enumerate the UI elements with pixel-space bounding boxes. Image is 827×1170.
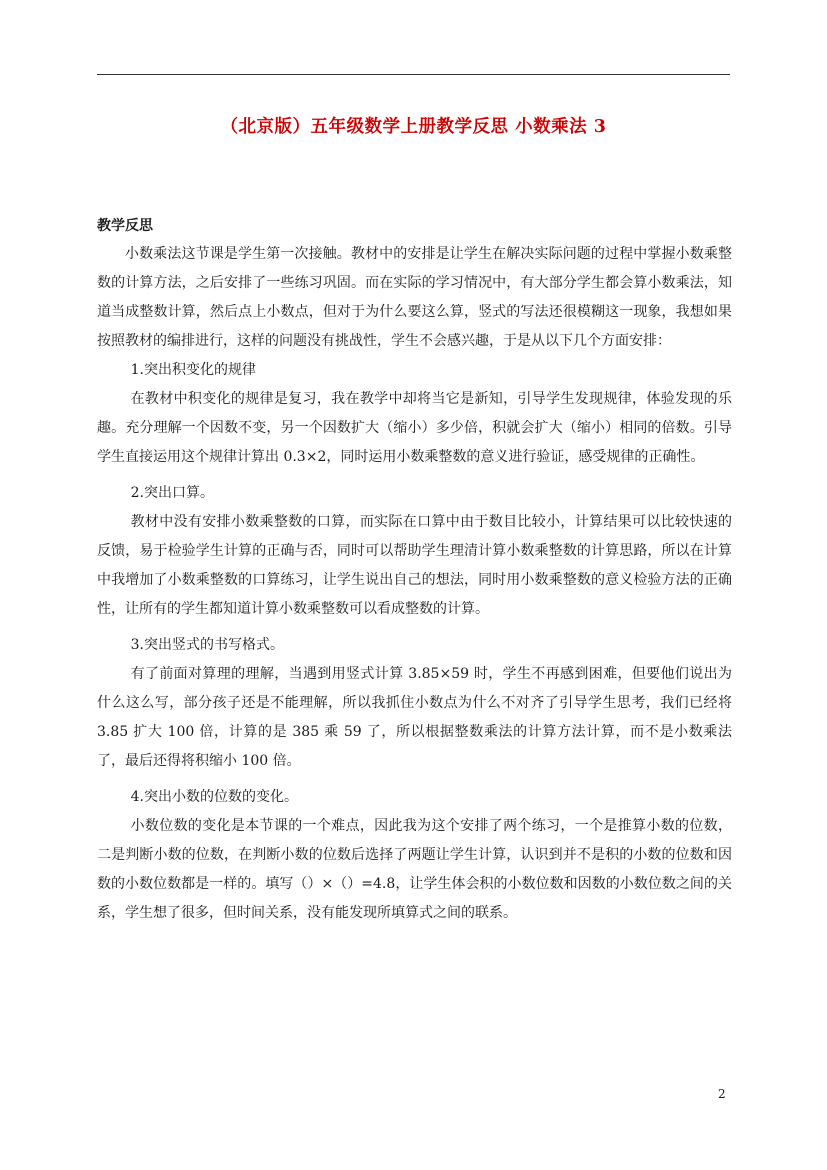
paragraph-point-1: 在教材中积变化的规律是复习，我在教学中却将当它是新知，引导学生发现规律，体验发现的乐趣。充分理解一个因数不变，另一个因数扩大（缩小）多少倍，积就会扩大（缩小）相同的倍数。引导学生直接运用这个规律计算出 0.3×2，同时运用小数乘整数的意义进行验证，感受规律的正确性。: [97, 391, 732, 465]
section-heading: 教学反思: [97, 218, 153, 234]
point-heading-4: 4.突出小数的位数的变化。: [130, 789, 298, 805]
point-heading-3: 3.突出竖式的书写格式。: [130, 637, 284, 653]
point-heading-1: 1.突出积变化的规律: [130, 362, 256, 378]
header-rule: [97, 74, 730, 75]
paragraph-point-4: 小数位数的变化是本节课的一个难点，因此我为这个安排了两个练习，一个是推算小数的位数，二是判断小数的位数，在判断小数的位数后选择了两题让学生计算，认识到并不是积的小数的位数和因数的小数位数都是一样的。填写（）×（）=4.8，让学生体会积的小数位数和因数的小数位数之间的关系，学生想了很多，但时间关系，没有能发现所填算式之间的联系。: [97, 818, 732, 921]
body-text: [97, 240, 732, 928]
paragraph-point-3: 有了前面对算理的理解，当遇到用竖式计算 3.85×59 时，学生不再感到困难，但要他们说出为什么这么写，部分孩子还是不能理解，所以我抓住小数点为什么不对齐了引导学生思考，我们已经将 3.85 扩大 100 倍，计算的是 385 乘 59 了，所以根据整数乘法的计算方法计算，而不是小数乘法了，最后还得将积缩小 100 倍。: [97, 666, 732, 769]
page-title: （北京版）五年级数学上册教学反思 小数乘法 3: [220, 117, 607, 137]
point-heading-2: 2.突出口算。: [130, 485, 214, 501]
paragraph-intro: 小数乘法这节课是学生第一次接触。教材中的安排是让学生在解决实际问题的过程中掌握小数乘整数的计算方法，之后安排了一些练习巩固。而在实际的学习情况中，有大部分学生都会算小数乘法，知道当成整数计算，然后点上小数点，但对于为什么要这么算，竖式的写法还很模糊这一现象，我想如果按照教材的编排进行，这样的问题没有挑战性，学生不会感兴趣，于是从以下几个方面安排：: [97, 246, 732, 349]
paragraph-point-2: 教材中没有安排小数乘整数的口算，而实际在口算中由于数目比较小，计算结果可以比较快速的反馈，易于检验学生计算的正确与否，同时可以帮助学生理清计算小数乘整数的计算思路，所以在计算中我增加了小数乘整数的口算练习，让学生说出自己的想法，同时用小数乘整数的意义检验方法的正确性，让所有的学生都知道计算小数乘整数可以看成整数的计算。: [97, 514, 732, 617]
page-number: 2: [718, 1087, 726, 1101]
